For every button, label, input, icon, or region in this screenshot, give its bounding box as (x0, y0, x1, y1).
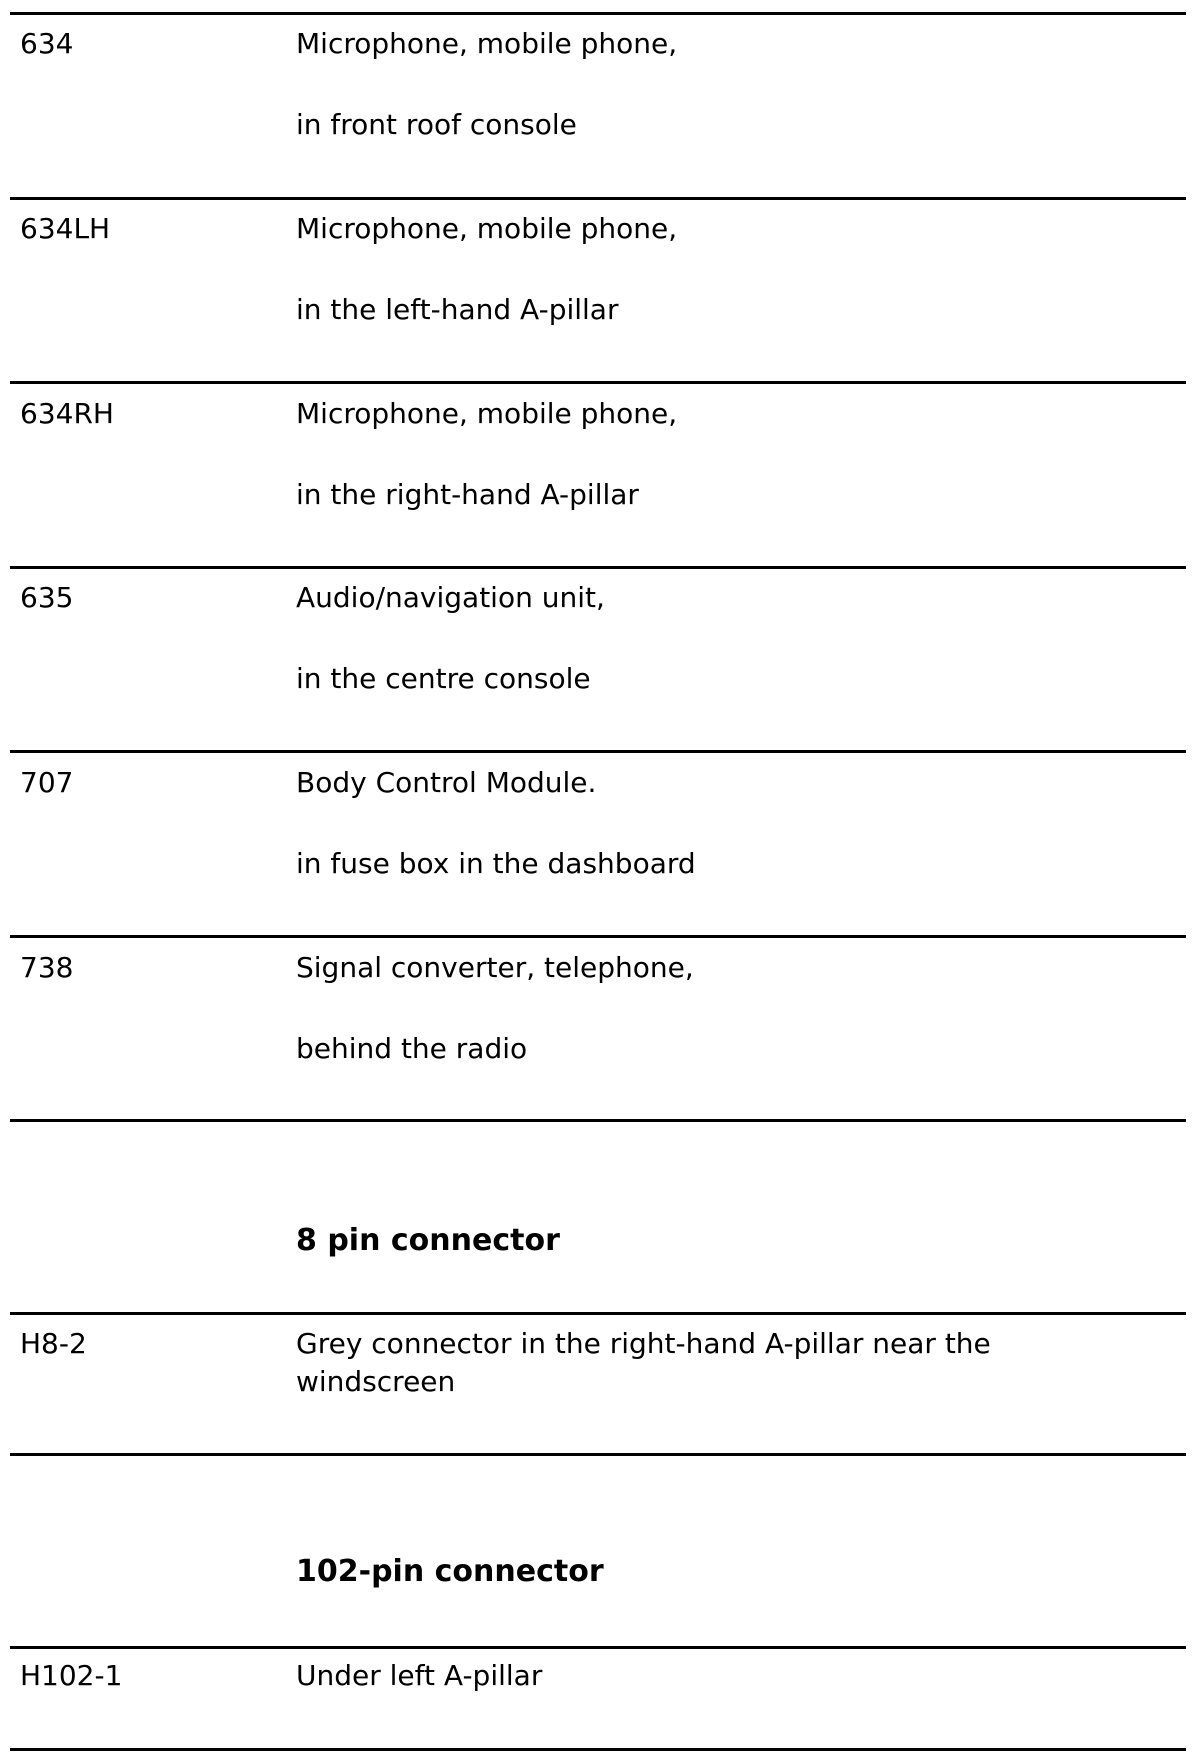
connector-description: Under left A-pillar (296, 1659, 543, 1692)
component-description-line1: Microphone, mobile phone, (296, 397, 678, 430)
component-code: 707 (20, 766, 74, 799)
row-divider (10, 1453, 1186, 1456)
component-description-line1: Body Control Module. (296, 766, 597, 799)
component-code: 634LH (20, 212, 111, 245)
connector-code: H102-1 (20, 1659, 123, 1692)
section-heading-8-pin: 8 pin connector (296, 1223, 560, 1258)
component-description-line2: in the right-hand A-pillar (296, 478, 639, 511)
component-code: 634 (20, 27, 74, 60)
row-divider (10, 750, 1186, 753)
component-description-line2: in the centre console (296, 662, 591, 695)
row-divider (10, 197, 1186, 200)
component-code: 738 (20, 951, 74, 984)
component-description-line1: Microphone, mobile phone, (296, 27, 678, 60)
row-divider (10, 381, 1186, 384)
component-description-line2: in the left-hand A-pillar (296, 293, 619, 326)
component-description-line2: behind the radio (296, 1032, 528, 1065)
component-description-line1: Microphone, mobile phone, (296, 212, 678, 245)
component-code: 634RH (20, 397, 114, 430)
row-divider (10, 1646, 1186, 1649)
component-description-line1: Signal converter, telephone, (296, 951, 694, 984)
row-divider (10, 1312, 1186, 1315)
row-divider (10, 935, 1186, 938)
connector-code: H8-2 (20, 1327, 87, 1360)
table-end-divider (10, 1748, 1186, 1751)
component-description-line2: in front roof console (296, 108, 577, 141)
component-description-line1: Audio/navigation unit, (296, 581, 605, 614)
component-code: 635 (20, 581, 74, 614)
row-divider (10, 566, 1186, 569)
component-description-line2: in fuse box in the dashboard (296, 847, 696, 880)
table-end-divider (10, 1119, 1186, 1122)
section-heading-102-pin: 102-pin connector (296, 1554, 604, 1589)
row-divider (10, 12, 1186, 15)
connector-description: Grey connector in the right-hand A-pillar near the windscreen (296, 1327, 991, 1398)
